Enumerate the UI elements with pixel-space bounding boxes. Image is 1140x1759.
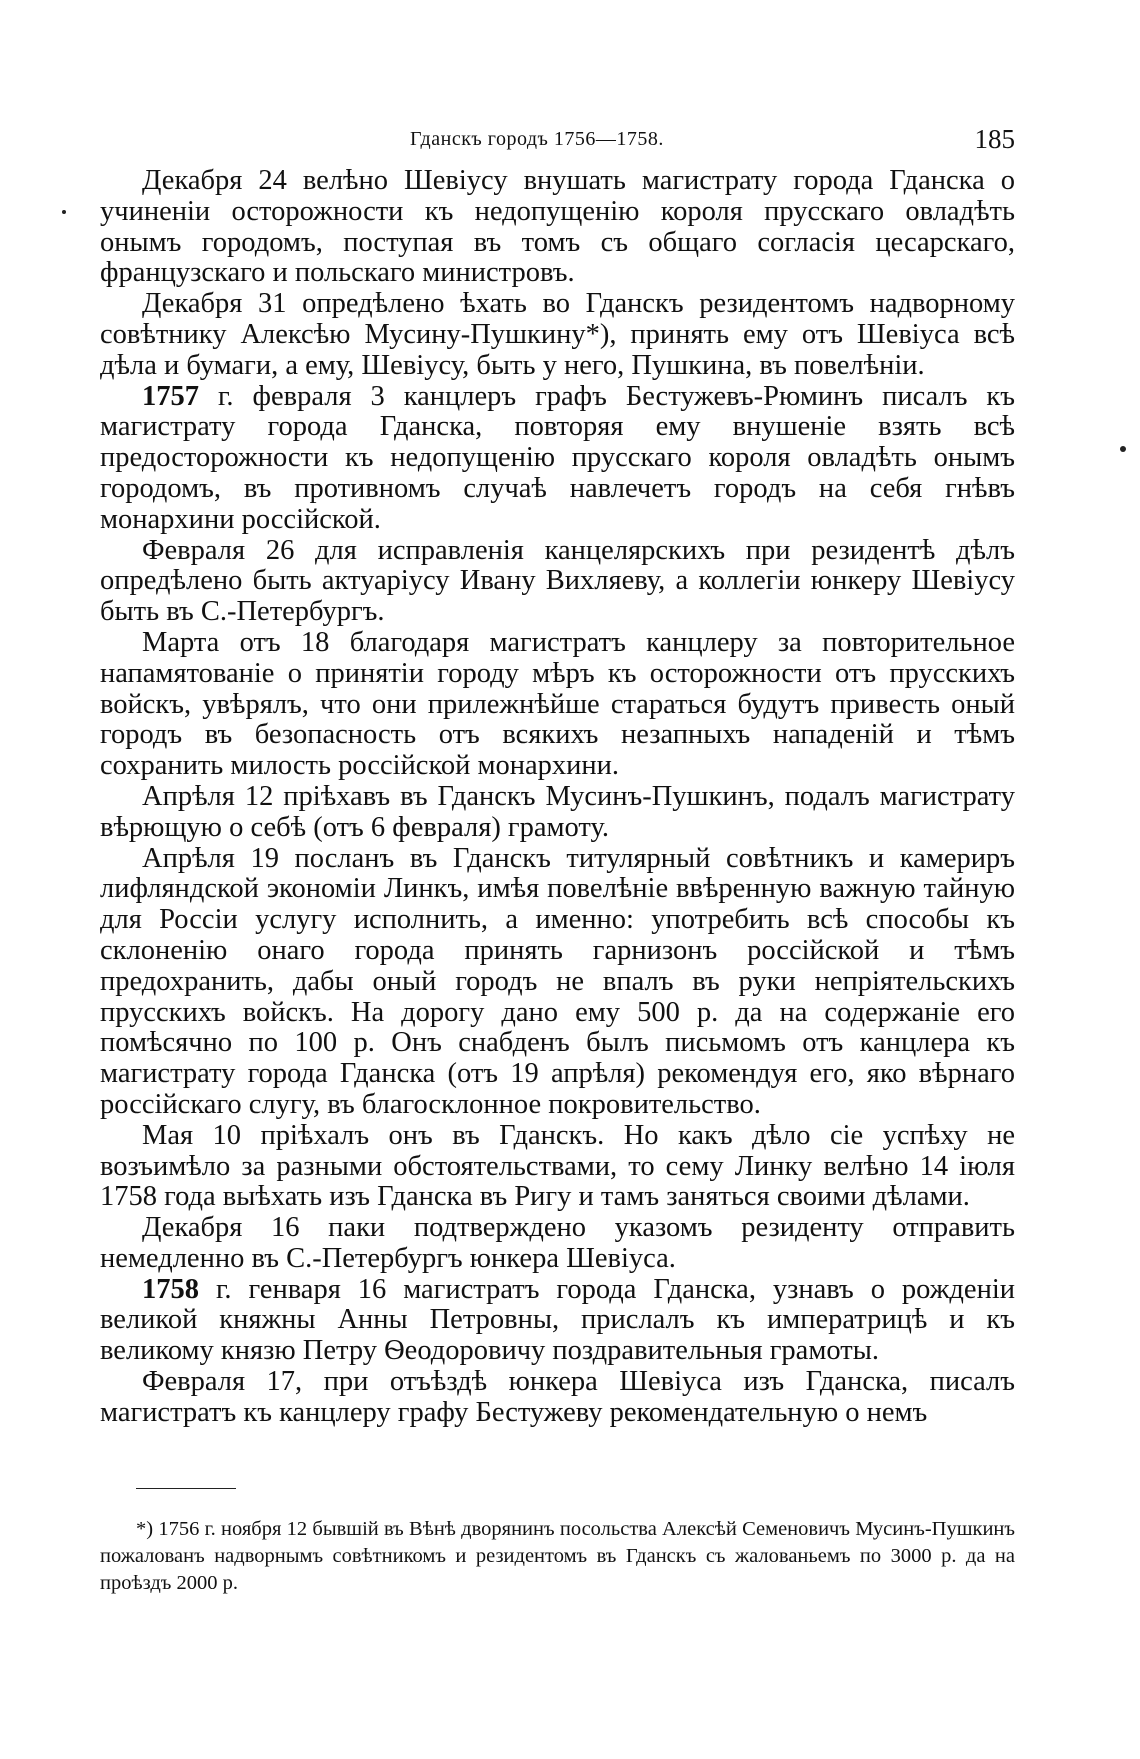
paragraph-text: г. февраля 3 канцлеръ графъ Бестужевъ-Рюминъ писалъ къ магистрату города Гданска, повторяя ему внушеніе взять всѣ предосторожности къ недопущенію прусскаго короля овладѣть онымъ городомъ, въ противномъ случаѣ навлечетъ городъ на себя гнѣвъ монархини россійской.: [100, 380, 1015, 535]
paragraph-text: Декабря 24 велѣно Шевіусу внушать магистрату города Гданска о учиненіи осторожности къ недопущенію короля прусскаго овладѣть онымъ городомъ, поступая въ томъ съ общаго согласія цесарскаго, французскаго и польскаго министровъ.: [100, 165, 1015, 289]
paragraph-text: Марта отъ 18 благодаря магистратъ канцлеру за повторительное напамятованіе о принятіи городу мѣръ къ осторожности отъ прусскихъ войскъ, увѣрялъ, что они прилежнѣйше стараться будутъ привесть оный городъ въ безопасность отъ всякихъ незапныхъ нападеній и тѣмъ сохранить милость россійской монархини.: [100, 626, 1015, 782]
paragraph-text: Мая 10 пріѣхалъ онъ въ Гданскъ. Но какъ дѣло сіе успѣху не возъимѣло за разными обстоятельствами, то сему Линку велѣно 14 іюля 1758 года выѣхать изъ Гданска въ Ригу и тамъ заняться своими дѣлами.: [100, 1119, 1015, 1213]
running-title: Гданскъ городъ 1756—1758.: [410, 128, 664, 150]
paragraph: [100, 382, 1015, 536]
paragraph: [100, 1121, 1015, 1213]
page-header: [100, 124, 1015, 158]
paragraph-text: Декабря 31 опредѣлено ѣхать во Гданскъ резидентомъ надворному совѣтнику Алексѣю Мусину-Пушкину*), принять ему отъ Шевіуса всѣ дѣла и бумаги, а ему, Шевіусу, быть у него, Пушкина, въ повелѣніи.: [100, 288, 1015, 381]
paragraph: [100, 1367, 1015, 1429]
footnote: *) 1756 г. ноября 12 бывшій въ Вѣнѣ дворянинъ посольства Алексѣй Семеновичъ Мусинъ-Пушкинъ пожалованъ надворнымъ совѣтникомъ и резидентомъ въ Гданскъ съ жалованьемъ по 3000 р. да на проѣздъ 2000 р.: [100, 1517, 1015, 1594]
paragraph: [100, 289, 1015, 381]
paragraph-text: Декабря 16 паки подтверждено указомъ резиденту отправить немедленно въ С.-Петербургъ юнкера Шевіуса.: [100, 1212, 1015, 1274]
paragraph: [100, 166, 1015, 289]
paragraph: [100, 844, 1015, 1121]
scan-speck: [62, 210, 66, 214]
paragraph-year: 1758: [142, 1273, 199, 1305]
paragraph-text: Апрѣля 12 пріѣхавъ въ Гданскъ Мусинъ-Пушкинъ, подалъ магистрату вѣрющую о себѣ (отъ 6 февраля) грамоту.: [100, 780, 1015, 843]
footnote-divider: [136, 1488, 236, 1489]
paragraph: [100, 536, 1015, 628]
paragraph-text: Февраля 26 для исправленія канцелярскихъ при резидентѣ дѣлъ опредѣлено быть актуаріусу Ивану Вихляеву, а коллегіи юнкеру Шевіусу быть въ С.-Петербургъ.: [100, 534, 1015, 628]
page-number: 185: [974, 124, 1015, 154]
scan-speck: [1120, 446, 1126, 452]
paragraph: [100, 1275, 1015, 1367]
paragraph-year: 1757: [142, 380, 199, 412]
body-text: [100, 166, 1015, 1429]
paragraph-text: Февраля 17, при отъѣздѣ юнкера Шевіуса изъ Гданска, писалъ магистратъ къ канцлеру графу Бестужеву рекомендательную о немъ: [100, 1366, 1015, 1428]
paragraph-text: Апрѣля 19 посланъ въ Гданскъ титулярный совѣтникъ и камериръ лифляндской экономіи Линкъ, имѣя повелѣніе ввѣренную важную тайную для Россіи услугу исполнить, а именно: употребить всѣ способы къ склоненію онаго города принять гарнизонъ россійской и тѣмъ предохранить, дабы оный городъ не впалъ въ руки непріятельскихъ прусскихъ войскъ. На дорогу дано ему 500 р. да на содержаніе его помѣсячно по 100 р. Онъ снабденъ былъ письмомъ отъ канцлера къ магистрату города Гданска (отъ 19 апрѣля) рекомендуя его, яко вѣрнаго россійскаго слугу, въ благосклонное покровительство.: [100, 842, 1015, 1120]
paragraph: [100, 1213, 1015, 1275]
paragraph-text: г. генваря 16 магистратъ города Гданска, узнавъ о рожденіи великой княжны Анны Петровны, прислалъ къ императрицѣ и къ великому князю Петру Ѳеодоровичу поздравительныя грамоты.: [100, 1273, 1015, 1367]
paragraph: [100, 782, 1015, 844]
paragraph: [100, 628, 1015, 782]
